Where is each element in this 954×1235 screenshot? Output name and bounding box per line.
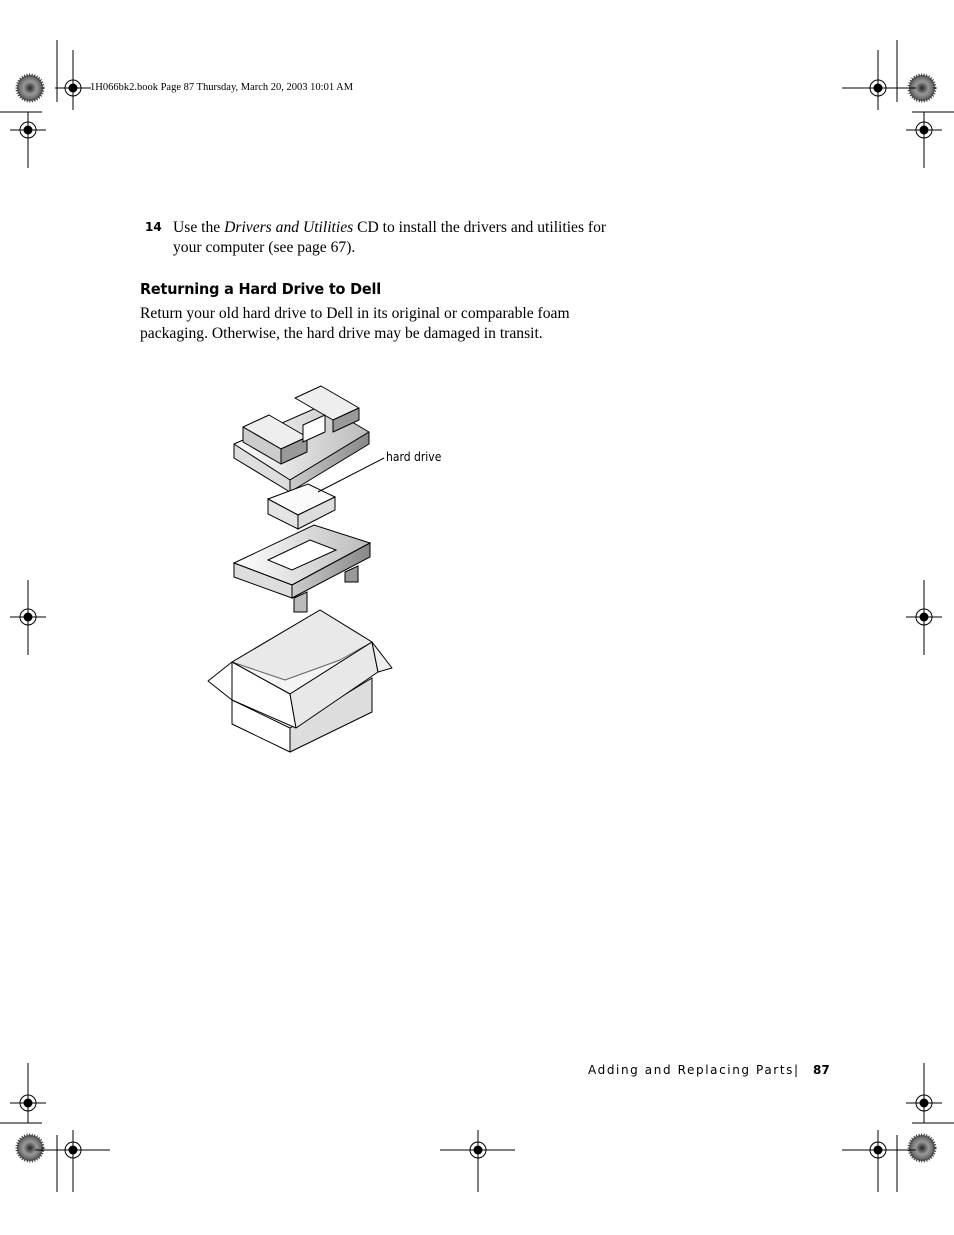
step-text-part: Use the (173, 219, 225, 236)
step-text-part: CD to install the drivers and utilities for (353, 219, 607, 236)
step-text-line2: your computer (see page 67). (173, 239, 356, 256)
bottom-foam-insert (234, 525, 370, 612)
paragraph-line: packaging. Otherwise, the hard drive may be damaged in transit. (140, 325, 543, 342)
section-heading: Returning a Hard Drive to Dell (140, 280, 382, 298)
paragraph-line: Return your old hard drive to Dell in its original or comparable foam (140, 305, 570, 322)
page-number: 87 (813, 1063, 830, 1077)
footer-chapter: Adding and Replacing Parts (588, 1063, 794, 1077)
print-metadata: 1H066bk2.book Page 87 Thursday, March 20, 2003 10:01 AM (90, 82, 354, 93)
shipping-box (208, 610, 392, 752)
footer-separator: | (794, 1063, 799, 1077)
step-number: 14 (145, 220, 162, 234)
hard-drive-callout: hard drive (386, 450, 442, 464)
cd-name: Drivers and Utilities (224, 219, 354, 236)
step-text (173, 218, 606, 238)
